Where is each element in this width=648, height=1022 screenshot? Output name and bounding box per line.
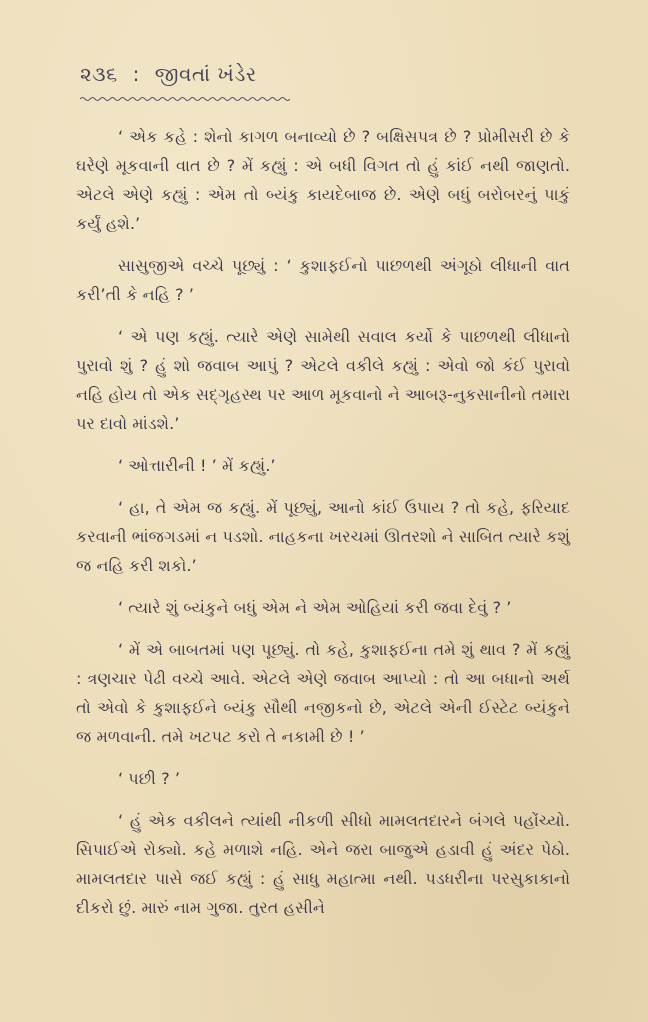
paragraph: ‘ એ પણ કહ્યું. ત્યારે એણે સામેથી સવાલ કર્યો કે પાછળથી લીધાનો પુરાવો શું ? હું શો જવાબ આપું ? એટલે વકીલે કહ્યું : એવો જો કંઈ પુરાવો નહિ હોય તો એક સદ્ગૃહસ્થ પર આળ મૂકવાનો ને આબરૂ-નુકસાનીનો તમારા પર દાવો માંડશે.’ [76, 327, 570, 433]
header-separator: : [132, 62, 140, 86]
paragraph: ‘ મેં એ બાબતમાં પણ પૂછ્યું. તો કહે, કુશાફઈના તમે શું થાવ ? મેં કહ્યું : ત્રણચાર પેઢી વચ્ચે આવે. એટલે એણે જવાબ આપ્યો : તો આ બધાનો અર્થ તો એવો કે કુશાફઈને બ્યંકુ સૌથી નજીકનો છે, એટલે એની ઈસ્ટેટ બ્યંકુને જ મળવાની. તમે ખટપટ કરો તે નકામી છે ! ’ [76, 640, 570, 746]
chapter-title: જીવતાં ખંડેર [154, 62, 257, 86]
paragraph: ‘ હા, તે એમ જ કહ્યું. મેં પૂછ્યું, આનો કાંઈ ઉપાય ? તો કહે, ફરિયાદ કરવાની ભાંજગડમાં ન પડશો. નાહકના ખરચમાં ઊતરશો ને સાબિત ત્યારે કશું જ નહિ કરી શકો.’ [76, 498, 570, 575]
body-text [76, 122, 570, 935]
page-number: ૨૩૬ [80, 62, 118, 86]
paragraph: ‘ ઓત્તારીની ! ’ મેં કહ્યું.’ [118, 456, 276, 475]
paragraph: ‘ એક કહે : શેનો કાગળ બનાવ્યો છે ? બક્ષિસપત્ર છે ? પ્રોમીસરી છે કે ઘરેણે મૂકવાની વાત છે ? મેં કહ્યું : એ બધી વિગત તો હું કાંઈ નથી જાણતો. એટલે એણે કહ્યું : એમ તો બ્યંકુ કાયદેબાજ છે. એણે બધું બરોબરનું પાકું કર્યું હશે.’ [76, 127, 570, 233]
paragraph: ‘ પછી ? ’ [118, 769, 180, 788]
paragraph: ‘ ત્યારે શું બ્યંકુને બધું એમ ને એમ ઓહિયાં કરી જવા દેવું ? ’ [118, 598, 512, 617]
paragraph: ‘ હું એક વકીલને ત્યાંથી નીકળી સીધો મામલતદારને બંગલે પહોંચ્યો. સિપાઈએ રોક્યો. કહે મળાશે નહિ. એને જરા બાજુએ હડાવી હું અંદર પેઠો. મામલતદાર પાસે જઈ કહ્યું : હું સાધુ મહાત્મા નથી. પડધરીના પરસુકાકાનો દીકરો છું. મારું નામ ગુજા. તુરત હસીને [76, 811, 570, 917]
paragraph: સાસુજીએ વચ્ચે પૂછ્યું : ‘ કુશાફઈનો પાછળથી અંગૂઠો લીધાની વાત કરી’તી કે નહિ ? ’ [76, 256, 570, 304]
header-wavy-rule [80, 96, 290, 102]
running-header [80, 62, 257, 86]
